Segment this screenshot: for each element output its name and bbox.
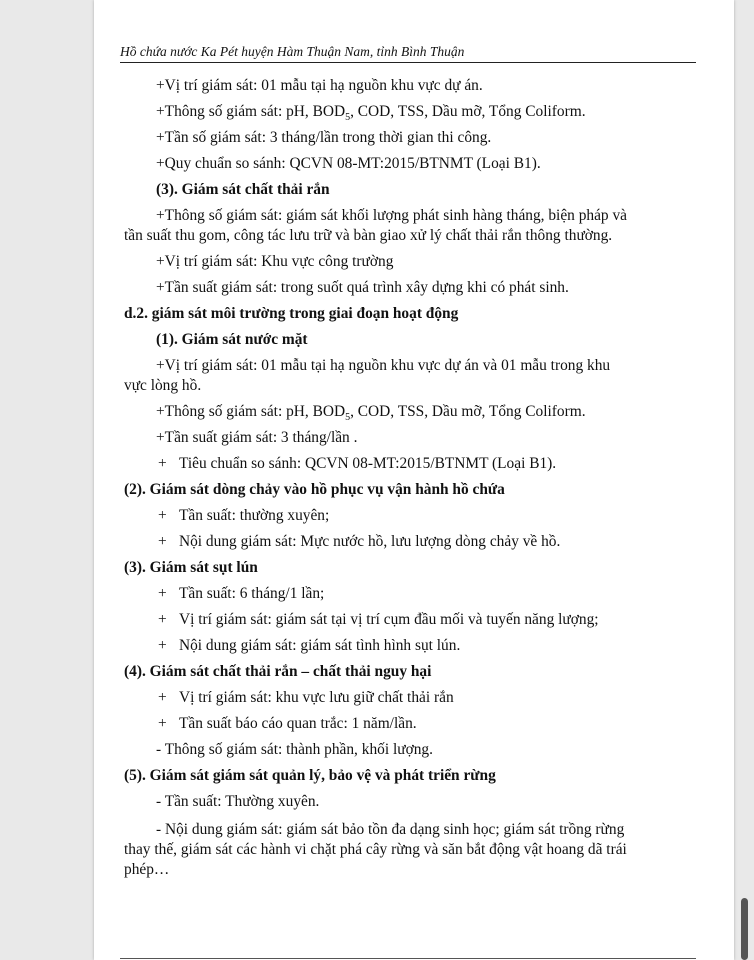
construction-water-location: +Vị trí giám sát: 01 mẫu tại hạ nguồn khu vực dự án. xyxy=(156,77,483,94)
forest-frequency: - Tần suất: Thường xuyên. xyxy=(156,793,320,810)
hazardous-waste-report-frequency: Tần suất báo cáo quan trắc: 1 năm/lần. xyxy=(179,715,417,732)
forest-content-line1: - Nội dung giám sát: giám sát bảo tồn đa dạng sinh học; giám sát trồng rừng xyxy=(156,821,625,838)
solid-waste-location: +Vị trí giám sát: Khu vực công trường xyxy=(156,253,394,270)
surface-water-standard: Tiêu chuẩn so sánh: QCVN 08-MT:2015/BTNMT (Loại B1). xyxy=(179,455,557,472)
hazardous-waste-params: - Thông số giám sát: thành phần, khối lượng. xyxy=(156,741,433,758)
subsidence-content: Nội dung giám sát: giám sát tình hình sụt lún. xyxy=(179,637,461,654)
construction-water-standard: +Quy chuẩn so sánh: QCVN 08-MT:2015/BTNMT (Loại B1). xyxy=(156,155,541,172)
construction-water-frequency: +Tần số giám sát: 3 tháng/lần trong thời gian thi công. xyxy=(156,129,492,146)
surface-water-params: +Thông số giám sát: pH, $BOD_5$, COD, TSS, Dầu mỡ, Tổng Coliform. xyxy=(156,403,586,424)
surface-water-frequency: +Tần suất giám sát: 3 tháng/lần . xyxy=(156,429,358,446)
bullet-plus: + xyxy=(158,585,167,602)
subsidence-location: Vị trí giám sát: giám sát tại vị trí cụm đầu mối và tuyến năng lượng; xyxy=(179,611,599,628)
inflow-frequency: Tần suất: thường xuyên; xyxy=(179,507,330,524)
solid-waste-heading: (3). Giám sát chất thải rắn xyxy=(156,181,330,198)
bullet-plus: + xyxy=(158,455,167,472)
page-content xyxy=(94,0,734,960)
solid-waste-params-line1: +Thông số giám sát: giám sát khối lượng phát sinh hàng tháng, biện pháp và xyxy=(156,207,627,224)
bullet-plus: + xyxy=(158,507,167,524)
bullet-plus: + xyxy=(158,533,167,550)
forest-content-line3: phép… xyxy=(124,861,170,878)
scrollbar-thumb[interactable] xyxy=(741,898,748,960)
page-header: Hồ chứa nước Ka Pét huyện Hàm Thuận Nam, tỉnh Bình Thuận xyxy=(120,44,465,59)
bullet-plus: + xyxy=(158,715,167,732)
solid-waste-params-line2: tần suất thu gom, công tác lưu trữ và bàn giao xử lý chất thải rắn thông thường. xyxy=(124,227,613,244)
bullet-plus: + xyxy=(158,689,167,706)
hazardous-waste-heading: (4). Giám sát chất thải rắn – chất thải nguy hại xyxy=(124,663,432,680)
bullet-plus: + xyxy=(158,611,167,628)
surface-water-location-line2: vực lòng hồ. xyxy=(124,377,202,394)
hazardous-waste-location: Vị trí giám sát: khu vực lưu giữ chất thải rắn xyxy=(179,689,454,706)
document-page xyxy=(94,0,734,960)
construction-water-params: +Thông số giám sát: pH, $BOD_5$, COD, TSS, Dầu mỡ, Tổng Coliform. xyxy=(156,103,586,124)
subsidence-frequency: Tần suất: 6 tháng/1 lần; xyxy=(179,585,325,602)
surface-water-location-line1: +Vị trí giám sát: 01 mẫu tại hạ nguồn khu vực dự án và 01 mẫu trong khu xyxy=(156,357,611,374)
footer-rule xyxy=(120,958,696,959)
inflow-heading: (2). Giám sát dòng chảy vào hồ phục vụ vận hành hồ chứa xyxy=(124,481,505,498)
inflow-content: Nội dung giám sát: Mực nước hồ, lưu lượng dòng chảy về hồ. xyxy=(179,533,561,550)
forest-content-line2: thay thế, giám sát các hành vi chặt phá cây rừng và săn bắt động vật hoang dã trái xyxy=(124,841,627,858)
operation-heading: d.2. giám sát môi trường trong giai đoạn hoạt động xyxy=(124,305,459,322)
surface-water-heading: (1). Giám sát nước mặt xyxy=(156,331,308,348)
forest-heading: (5). Giám sát giám sát quản lý, bảo vệ và phát triển rừng xyxy=(124,767,496,784)
subsidence-heading: (3). Giám sát sụt lún xyxy=(124,559,258,576)
bullet-plus: + xyxy=(158,637,167,654)
solid-waste-frequency: +Tần suất giám sát: trong suốt quá trình xây dựng khi có phát sinh. xyxy=(156,279,569,296)
